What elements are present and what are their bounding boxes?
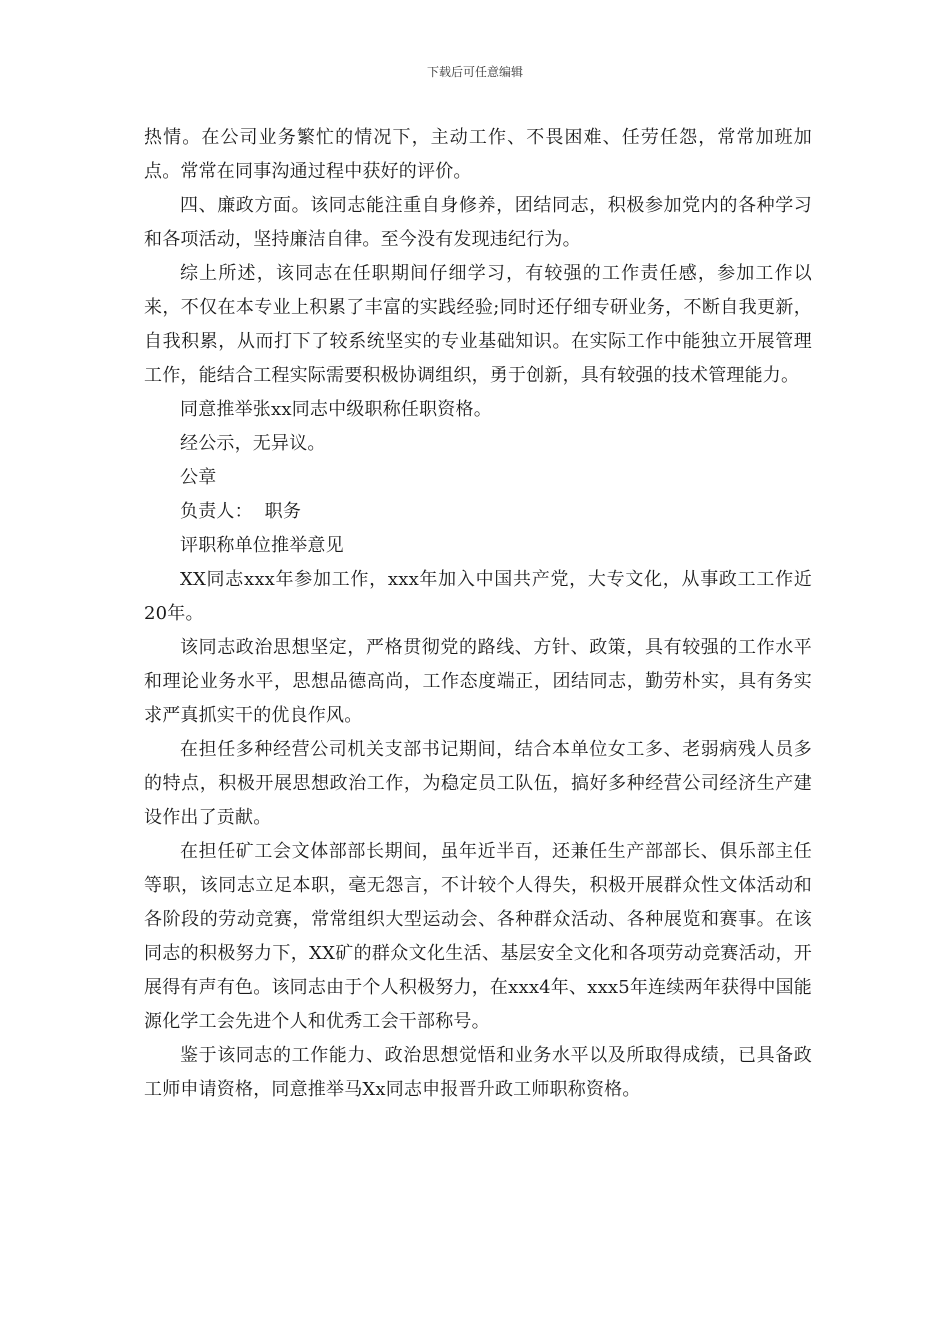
page-header: 下载后可任意编辑 xyxy=(426,65,523,79)
paragraph: 公章 xyxy=(180,467,217,488)
paragraph: 在担任矿工会文体部部长期间，虽年近半百，还兼任生产部部长、俱乐部主任等职，该同志立足本职，毫无怨言，不计较个人得失，积极开展群众性文体活动和各阶段的劳动竞赛，常常组织大型运动会、各种群众活动、各种展览和赛事。在该同志的积极努力下，XX矿的群众文化生活、基层安全文化和各项劳动竞赛活动，开展得有声有色。该同志由于个人积极努力，在xxx4年、xxx5年连续两年获得中国能源化学工会先进个人和优秀工会干部称号。 xyxy=(144,841,812,1032)
paragraph: 评职称单位推举意见 xyxy=(180,535,344,556)
paragraph: 鉴于该同志的工作能力、政治思想觉悟和业务水平以及所取得成绩，已具备政工师申请资格，同意推举马Xx同志申报晋升政工师职称资格。 xyxy=(144,1045,812,1100)
paragraph: 综上所述，该同志在任职期间仔细学习，有较强的工作责任感，参加工作以来，不仅在本专业上积累了丰富的实践经验;同时还仔细专研业务，不断自我更新，自我积累，从而打下了较系统坚实的专业基础知识。在实际工作中能独立开展管理工作，能结合工程实际需要积极协调组织，勇于创新，具有较强的技术管理能力。 xyxy=(144,263,812,386)
paragraph: 同意推举张xx同志中级职称任职资格。 xyxy=(180,399,492,420)
document-body xyxy=(144,121,812,1107)
paragraph: 负责人： 职务 xyxy=(180,501,302,522)
paragraph: 在担任多种经营公司机关支部书记期间，结合本单位女工多、老弱病残人员多的特点，积极开展思想政治工作，为稳定员工队伍，搞好多种经营公司经济生产建设作出了贡献。 xyxy=(144,739,812,828)
paragraph: 四、廉政方面。该同志能注重自身修养，团结同志，积极参加党内的各种学习和各项活动，坚持廉洁自律。至今没有发现违纪行为。 xyxy=(144,195,812,250)
paragraph: 经公示，无异议。 xyxy=(180,433,326,454)
paragraph: 热情。在公司业务繁忙的情况下，主动工作、不畏困难、任劳任怨，常常加班加点。常常在同事沟通过程中获好的评价。 xyxy=(144,127,812,182)
paragraph: 该同志政治思想坚定，严格贯彻党的路线、方针、政策，具有较强的工作水平和理论业务水平，思想品德高尚，工作态度端正，团结同志，勤劳朴实，具有务实求严真抓实干的优良作风。 xyxy=(144,637,812,726)
paragraph: XX同志xxx年参加工作，xxx年加入中国共产党，大专文化，从事政工工作近20年。 xyxy=(144,569,812,624)
